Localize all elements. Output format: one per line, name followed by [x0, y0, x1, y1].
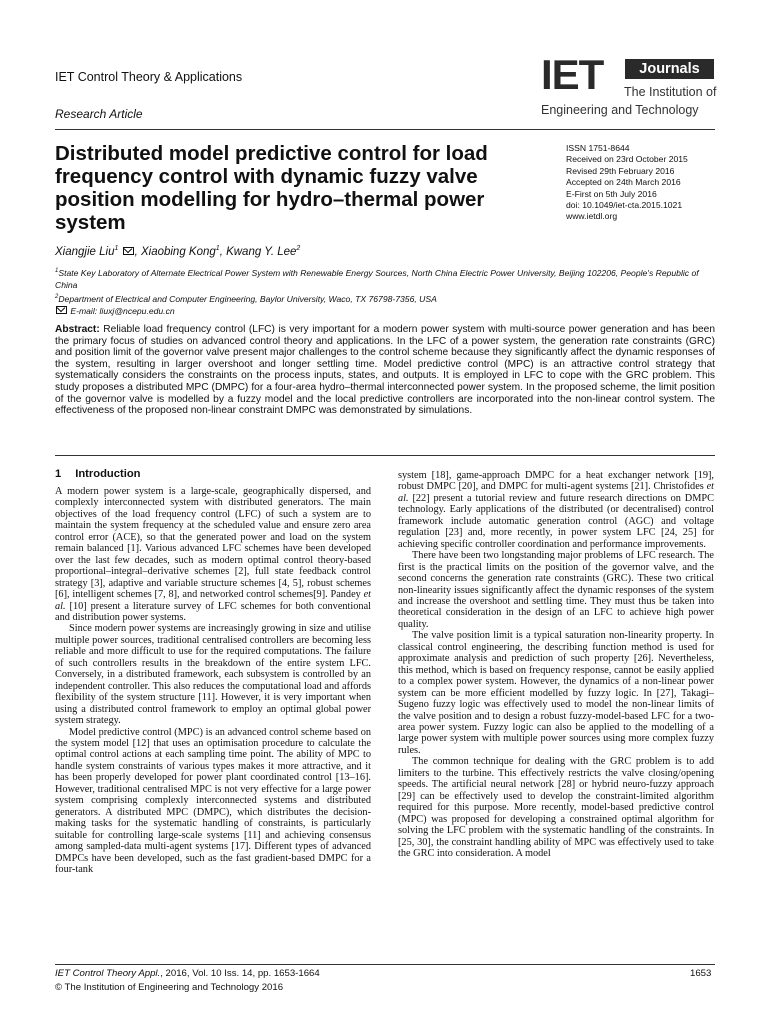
issn: ISSN 1751-8644 — [566, 143, 630, 153]
logo-mark: IET — [541, 51, 604, 98]
page-number: 1653 — [690, 968, 712, 979]
logo-line-1: The Institution of — [624, 85, 717, 99]
affiliation-2 — [55, 291, 715, 305]
abstract-divider — [55, 455, 715, 456]
body-column-right — [398, 470, 714, 859]
corresponding-email — [55, 305, 715, 317]
paragraph: The valve position limit is a typical saturation non-linearity property. In classical control engineering, the describing function method is used for approximate analysis and prediction of such property [26]. Nevertheless, this method, which is based on frequency response, cannot be easily applied to a complex power system. However, the dynamics of a non-linear power system can be more efficient modelled by fuzzy logic. In [27], Takagi–Sugeno fuzzy logic was effectively used to model the non-linear limits of the valve position and to design a robust fuzzy-model-based LFC for a two-area power system. Fuzzy logic can also be applied to the modelling of a large power system with multiple power sources using more complex fuzzy rules. — [398, 630, 714, 756]
paragraph-text: [10] present a literature survey of LFC schemes for both conventional and distribution power systems. — [55, 600, 371, 623]
author-affiliation-mark: 1 — [114, 245, 119, 252]
affiliation-mark: 1 — [55, 268, 59, 274]
paragraph: Model predictive control (MPC) is an advanced control scheme based on the system model [12] that uses an optimisation procedure to calculate the optimal control actions at each sampling time point. The ability of MPC to handle system constraints of various types makes it more attractive, and it has been properly developed for power plant coordinated control [13–16]. However, traditional centralised MPC is not very effective for a large power system comprising complexly interconnected systems and distributed generators. A distributed MPC (DMPC), which distributes the decision-making tasks for the systematic handling of constraints, is particularly suitable for controlling large-scale systems [11] and achieving consensus among sampled-data multi-agent systems [17]. Different types of advanced DMPCs have been developed, such as the fast gradient-based DMPC for a four-tank — [55, 726, 371, 875]
logo-line-2: Engineering and Technology — [541, 103, 699, 117]
footer-copyright: © The Institution of Engineering and Technology 2016 — [55, 982, 284, 993]
envelope-icon — [56, 306, 67, 314]
author-name: Xiaobing Kong — [140, 245, 216, 258]
abstract — [55, 324, 715, 417]
website-link[interactable]: www.ietdl.org — [566, 211, 618, 222]
paragraph: The common technique for dealing with the GRC problem is to add limiters to the turbine. This effectively restricts the valve closing/opening speeds. The artificial neural network [28] or hybrid neuro-fuzzy approach [29] can be effectively used to develop the constraint-limited algorithm required for this purpose. More recently, model-based predictive control (MPC) was proposed for developing a constrained optimal algorithm for solving the LFC problem with the systematic handling of the constraints. In [25, 30], the constraint handling ability of MPC was effectively used to take the GRC into consideration. A model — [398, 756, 714, 859]
paragraph-text: system [18], game-approach DMPC for a heat exchanger network [19], robust DMPC [20], and DMPC for multi-agent systems [21]. Christofides — [398, 470, 714, 493]
email-envelope-icon[interactable] — [123, 247, 134, 255]
section-number: 1 — [55, 468, 62, 480]
emphasis: et al. — [55, 589, 371, 612]
abstract-text: Reliable load frequency control (LFC) is very important for a modern power system with multi-source power generation and has been the primary focus of studies on advanced control theory and applications. In the LFC of a power system, the generation rate constraints (GRC) and position limit of the governor valve present major challenges to the control scheme because they significantly affect the dynamic responses of the system, resulting in larger overshoot and longer settling time. Model predictive control (MPC) is an attractive control strategy that systematically considers the constraints on the process inputs, states, and outputs. It is employed in LFC to cope with the GRC problem. This study proposes a distributed MPC (DMPC) for a four-area hydro–thermal interconnected power system. In the proposed scheme, the limit position of the governor valve is modelled by a fuzzy model and the local predictive controllers are incorporated into the non-linear control system. The effectiveness of the proposed non-linear constraint DMPC was demonstrated by simulations. — [55, 324, 715, 417]
affiliation-1 — [55, 265, 715, 291]
accepted-date: Accepted on 24th March 2016 — [566, 177, 681, 188]
article-type: Research Article — [55, 107, 143, 121]
citation-journal: IET Control Theory Appl. — [55, 968, 161, 979]
section-heading — [55, 468, 371, 480]
revised-date: Revised 29th February 2016 — [566, 165, 675, 176]
affiliation-mark: 2 — [55, 293, 59, 300]
paragraph: Since modern power systems are increasingly growing in size and utilise multiple power sources, traditional centralised controllers are becoming less reliable and more difficult to use for the required computations. The failure of such controllers results in the breakdown of the entire system LFC. Conversely, in a distributed framework, each subsystem is controlled by an independent controller. This also reduces the computational load and affords flexibility of the system structure [11]. However, it is very important when using a distributed control framework to employ an optimal global power system strategy. — [55, 623, 371, 727]
paper-title: Distributed model predictive control for load frequency control with dynamic fuzzy valve position modelling for hydro–thermal power system — [55, 142, 488, 234]
section-title: Introduction — [75, 468, 141, 480]
footer-citation — [55, 968, 320, 979]
article-metadata — [566, 143, 688, 223]
received-date: Received on 23rd October 2015 — [566, 154, 688, 165]
affiliations — [55, 265, 715, 317]
body-column-left — [55, 468, 371, 875]
footer-divider — [55, 964, 715, 965]
affiliation-text: State Key Laboratory of Alternate Electrical Power System with Renewable Energy Sources, North China Electric Power University, Beijing 102206, People's Republic of China — [55, 267, 699, 290]
paragraph — [398, 470, 714, 550]
journal-name-text: IET Control Theory & Applications — [55, 70, 243, 84]
author-list: Xiangjie Liu$^1$ , Xiaobing Kong$^1$, Kwang Y. Lee$^2$ — [55, 245, 301, 258]
efirst-date: E-First on 5th July 2016 — [566, 188, 657, 199]
journal-name — [55, 70, 242, 85]
citation-details: , 2016, Vol. 10 Iss. 14, pp. 1653-1664 — [160, 968, 320, 979]
header-divider — [55, 129, 715, 130]
author-affiliation-mark: 2 — [296, 245, 301, 252]
author-affiliation-mark: 1 — [215, 245, 220, 252]
affiliation-text: Department of Electrical and Computer Engineering, Baylor University, Waco, TX 76798-7356, USA — [58, 293, 437, 304]
iet-journals-logo — [541, 51, 717, 122]
email-address[interactable]: E-mail: liuxj@ncepu.edu.cn — [70, 305, 175, 316]
author-name: Xiangjie Liu — [55, 245, 115, 258]
paragraph: There have been two longstanding major problems of LFC research. The first is the practical limits on the position of the governor valve, and the second concerns the generation rate constraints (GRC). These two critical non-linearity issues significantly affect the dynamic responses of the system and increase the overshoot and settling time. They must thus be taken into theoretical consideration in the design of an LFC to achieve high power quality. — [398, 550, 714, 630]
author-name: Kwang Y. Lee — [226, 245, 297, 258]
paragraph-text: A modern power system is a large-scale, geographically dispersed, and complexly interconnected system with distributed generators. The main objectives of the load frequency control (LFC) of such a system are to maintain the system frequency at the scheduled value and ensure zero area control error (ACE), so that the generated power and load on the system remain balanced [1]. Various advanced LFC schemes have been developed over the last few decades, such as modern optimal control theory-based proportional–integral–derivative schemes [2], full state feedback control strategy [3], adaptive and variable structure schemes [4, 5], robust schemes [6], intelligent schemes [7, 8], and networked control schemes[9]. Pandey — [55, 486, 371, 601]
doi[interactable]: doi: 10.1049/iet-cta.2015.1021 — [566, 200, 683, 211]
emphasis: et al. — [398, 481, 714, 504]
paragraph — [55, 486, 371, 623]
paragraph-text: [22] present a tutorial review and future research directions on DMPC technology. Early applications of the distributed (or decentralised) control framework include automatic generation control (AGC) and voltage regulation [23] and, more recently, in power system LFC [24, 25] for achieving specific controller coordination and performance improvements. — [398, 492, 714, 550]
logo-badge: Journals — [625, 59, 714, 79]
abstract-label: Abstract: — [55, 324, 100, 335]
